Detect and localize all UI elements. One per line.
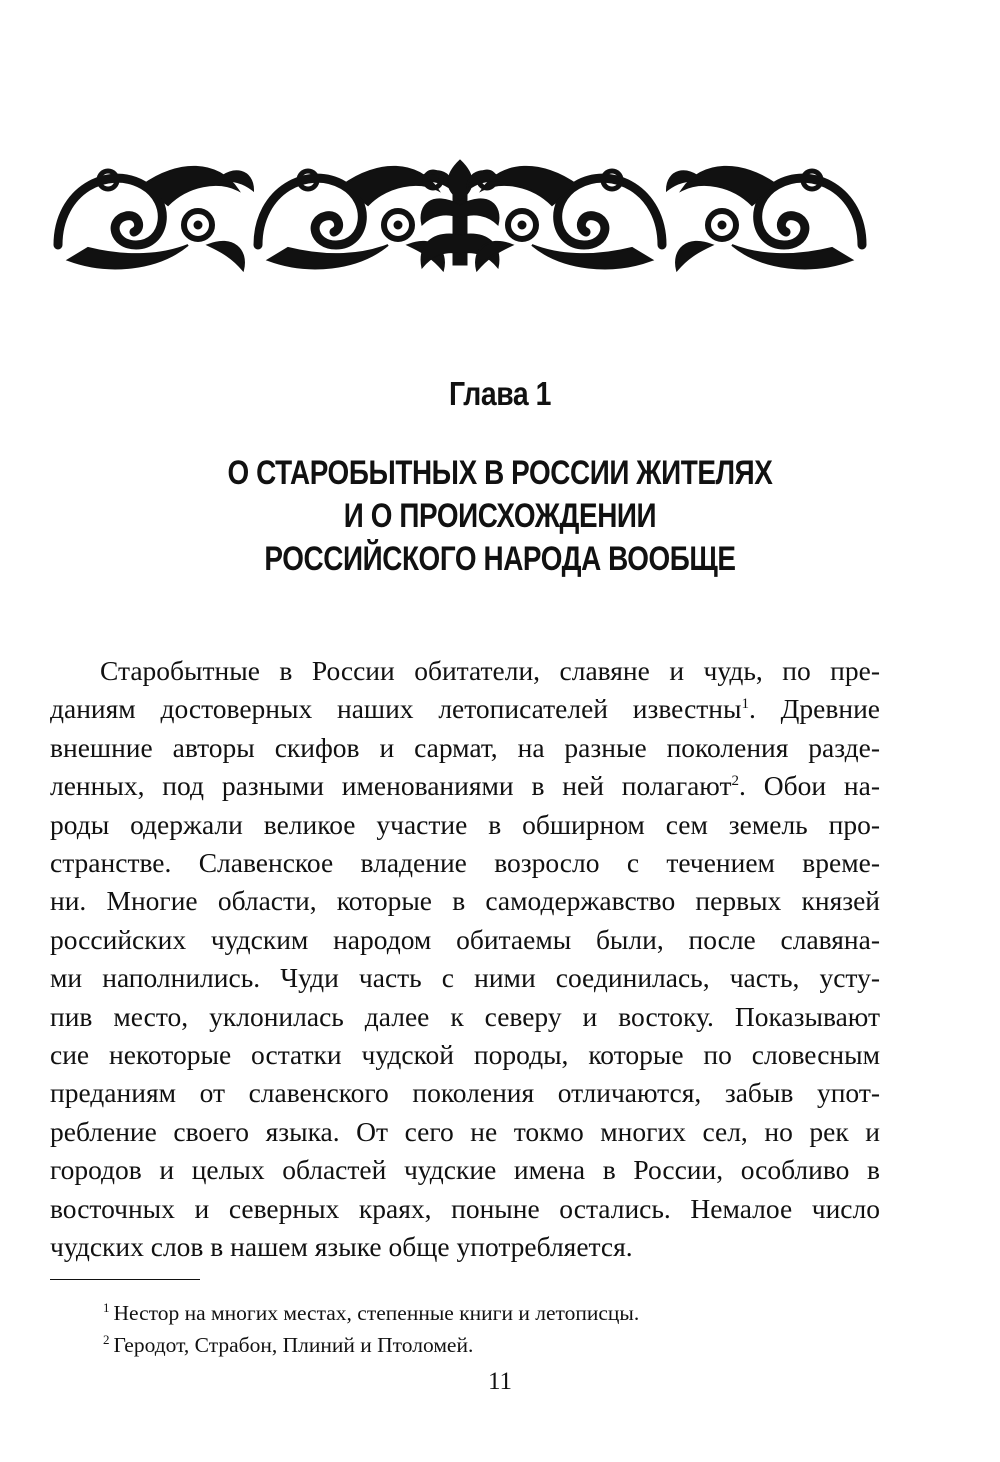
text-line: ленных, под разными именованиями в ней полагают$^2$. Обои на- <box>50 770 880 802</box>
footnote-item <box>103 1297 639 1329</box>
chapter-label: Глава 1 <box>448 375 551 412</box>
footnote-number: 2 <box>103 1331 110 1347</box>
text-line: ни. Многие области, которые в самодержавство первых князей <box>50 885 880 917</box>
text-line: ребление своего языка. От сего не токмо многих сел, но рек и <box>50 1115 880 1147</box>
floral-ornament-icon <box>48 150 872 280</box>
footnote-text: Геродот, Страбон, Плиний и Птоломей. <box>113 1333 474 1357</box>
text-line: чудских слов в нашем языке обще употребляется. <box>50 1231 633 1263</box>
text-line: даниям достоверных наших летописателей известны$^1$. Древние <box>50 693 880 725</box>
text-line: российских чудским народом обитаемы были, после славяна- <box>50 923 880 955</box>
chapter-title-line: И О ПРОИСХОЖДЕНИИ <box>343 497 657 535</box>
footnote-number: 1 <box>103 1299 110 1315</box>
text-line: внешние авторы скифов и сармат, на разные поколения разде- <box>50 731 880 763</box>
text-line: Старобытные в России обитатели, славяне и чудь, по пре- <box>100 655 880 686</box>
footnotes <box>103 1297 639 1361</box>
footnote-text: Нестор на многих местах, степенные книги и летописцы. <box>113 1301 640 1325</box>
chapter-title-line: РОССИЙСКОГО НАРОДА ВООБЩЕ <box>264 540 736 578</box>
text-line: сие некоторые остатки чудской породы, которые по словесным <box>50 1039 880 1071</box>
text-line: восточных и северных краях, поныне остались. Немалое число <box>50 1192 880 1224</box>
text-line: роды одержали великое участие в обширном сем земель про- <box>50 808 880 840</box>
text-line: городов и целых областей чудские имена в России, особливо в <box>50 1154 880 1186</box>
text-line: странстве. Славенское владение возросло с течением време- <box>50 847 880 879</box>
chapter-title-line: О СТАРОБЫТНЫХ В РОССИИ ЖИТЕЛЯХ <box>227 454 773 492</box>
footnote-ref[interactable]: 1 <box>741 696 749 713</box>
text-line: пив место, уклонилась далее к северу и востоку. Показывают <box>50 1000 880 1032</box>
footnote-ref[interactable]: 2 <box>731 773 740 790</box>
footnote-divider <box>50 1279 200 1280</box>
text-line: ми наполнились. Чуди часть с ними соединилась, часть, усту- <box>50 962 880 994</box>
body-paragraph <box>50 652 880 1267</box>
page-number: 11 <box>487 1368 513 1395</box>
chapter-title <box>90 452 910 581</box>
text-line: преданиям от славенского поколения отличаются, забыв упот- <box>50 1077 880 1109</box>
footnote-item <box>103 1329 639 1361</box>
